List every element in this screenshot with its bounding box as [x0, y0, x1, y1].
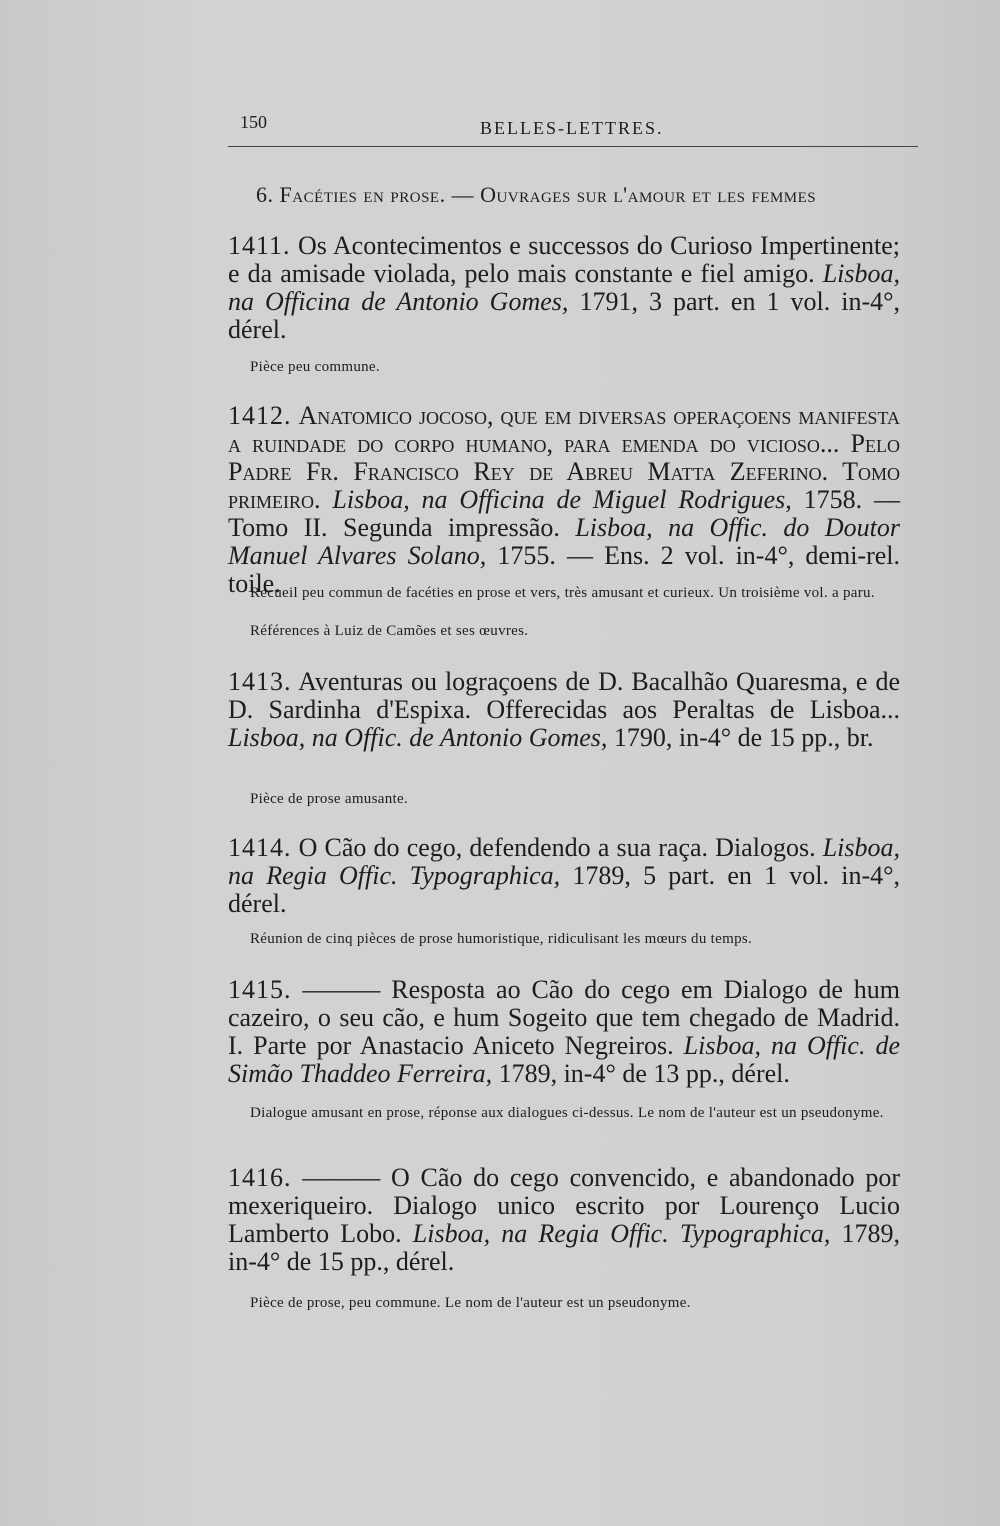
entry-number: 1411. — [228, 231, 291, 260]
entry-imprint-2: Lisboa, na Offic. do Doutor Manuel Alvares Solano, — [228, 513, 900, 570]
section-title: 6. Facéties en prose. — Ouvrages sur l'amour et les femmes — [256, 182, 817, 207]
entry-details: 1791, 3 part. en 1 vol. in-4°, dérel. — [228, 287, 901, 344]
entry-details: 1789, in-4° de 13 pp., dérel. — [498, 1059, 790, 1088]
entry-note: Réunion de cinq pièces de prose humoristique, ridiculisant les mœurs du temps. — [250, 931, 753, 947]
entry-number: 1414. — [228, 833, 292, 862]
entry-note: Références à Luiz de Camões et ses œuvres. — [250, 623, 529, 639]
entry-imprint: Lisboa, na Offic. de Simão Thaddeo Ferreira, — [228, 1031, 900, 1088]
entry-number: 1415. — [228, 975, 292, 1004]
entry-number: 1413. — [228, 667, 292, 696]
catalog-entry-1412 — [228, 402, 900, 598]
entry-imprint: Lisboa, na Offic. de Antonio Gomes, — [228, 723, 608, 752]
entry-details: 1758. — Tomo II. Segunda impressão. — [228, 485, 901, 542]
entry-details-2: 1755. — Ens. 2 vol. in-4°, demi-rel. toile. — [228, 541, 900, 598]
page-number: 150 — [240, 112, 267, 132]
catalog-entry-1411 — [228, 232, 900, 344]
catalog-entry-1413 — [228, 668, 900, 752]
entry-imprint: Lisboa, na Officina de Antonio Gomes, — [228, 259, 901, 316]
entry-note: Pièce de prose, peu commune. Le nom de l'auteur est un pseudonyme. — [250, 1295, 691, 1311]
entry-number: 1412. — [228, 401, 292, 430]
entry-note: Pièce peu commune. — [250, 359, 380, 375]
entry-title: Aventuras ou lograçoens de D. Bacalhão Quaresma, e de D. Sardinha d'Espixa. Offerecidas aos Peraltas de Lisboa... — [228, 667, 900, 724]
entry-number: 1416. — [228, 1163, 292, 1192]
entry-imprint: Lisboa, na Regia Offic. Typographica, — [228, 833, 901, 890]
entry-title: ——— Resposta ao Cão do cego em Dialogo de hum cazeiro, o seu cão, e hum Sogeito que tem chegado de Madrid. I. Parte por Anastacio Aniceto Negreiros. — [228, 975, 900, 1060]
catalog-entry-1416 — [228, 1164, 900, 1276]
entry-imprint: Lisboa, na Officina de Miguel Rodrigues, — [332, 485, 792, 514]
entry-note: Dialogue amusant en prose, réponse aux dialogues ci-dessus. Le nom de l'auteur est un pseudonyme. — [250, 1105, 884, 1121]
entry-title: ——— O Cão do cego convencido, e abandonado por mexeriqueiro. Dialogo unico escrito por Lourenço Lucio Lamberto Lobo. — [228, 1163, 900, 1248]
entry-note: Pièce de prose amusante. — [250, 791, 408, 807]
entry-details: 1789, in-4° de 15 pp., dérel. — [228, 1219, 901, 1276]
catalog-entry-1415 — [228, 976, 900, 1088]
entry-details: 1790, in-4° de 15 pp., br. — [613, 723, 874, 752]
page-header — [228, 112, 918, 147]
entry-title: O Cão do cego, defendendo a sua raça. Dialogos. — [298, 833, 816, 862]
entry-note: Recueil peu commun de facéties en prose et vers, très amusant et curieux. Un troisième vol. a paru. — [250, 585, 875, 601]
entry-title: Os Acontecimentos e successos do Curioso Impertinente; e da amisade violada, pelo mais constante e fiel amigo. — [228, 231, 900, 288]
entry-title: Anatomico jocoso, que em diversas operaçoens manifesta a ruindade do corpo humano, para emenda do vicioso... Pelo Padre Fr. Francisco Rey de Abreu Matta Zeferino. Tomo primeiro. — [228, 401, 900, 514]
entry-details: 1789, 5 part. en 1 vol. in-4°, dérel. — [228, 861, 901, 918]
entry-imprint: Lisboa, na Regia Offic. Typographica, — [412, 1219, 831, 1248]
running-title: BELLES-LETTRES. — [480, 118, 664, 138]
catalog-entry-1414 — [228, 834, 900, 918]
